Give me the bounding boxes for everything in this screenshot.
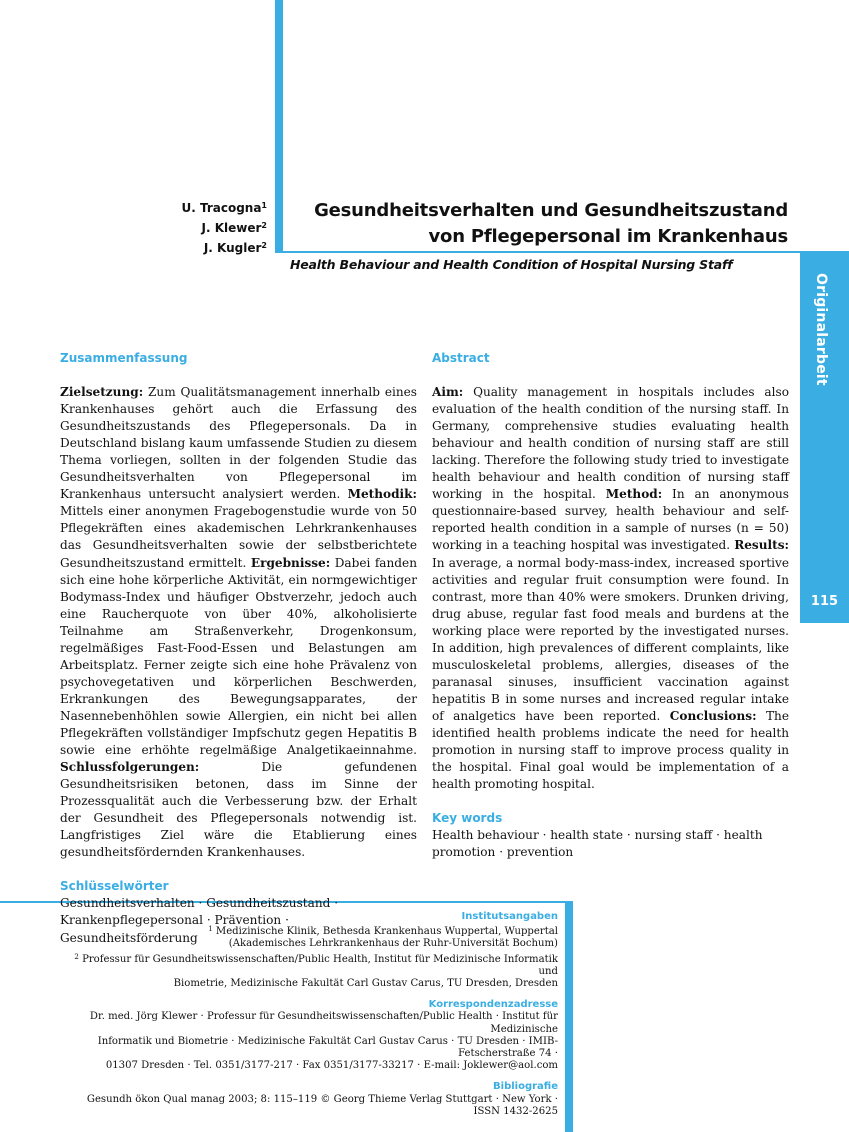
bottom-vertical-rule — [565, 901, 573, 1132]
english-title: Health Behaviour and Health Condition of Hospital Nursing Staff — [290, 257, 733, 272]
bibliography-heading: Bibliografie — [493, 1081, 558, 1093]
correspondence-line-3: 01307 Dresden · Tel. 0351/3177-217 · Fax 0351/3177-33217 · E-mail: Joklewer@aol.com — [105, 1060, 558, 1072]
author: J. Kugler$^2$ — [203, 241, 267, 255]
author: J. Klewer$^2$ — [201, 221, 267, 235]
correspondence-heading: Korrespondenzadresse — [428, 999, 558, 1011]
institution-2: $^2$ Professur für Gesundheitswissenschaften/Public Health, Institut für Medizinische Informatik und — [74, 952, 558, 977]
article-info-block — [60, 911, 558, 1118]
author-list — [181, 197, 267, 257]
german-abstract-text: Zielsetzung: Zum Qualitätsmanagement innerhalb eines Krankenhauses gehört auch die Erfassung des Gesundheitszustands des Pflegepersonals. Da in Deutschland bislang kaum umfassende Studien zu diesem Thema vorliegen, sollten in der folgenden Studie das Gesundheitsverhalten von Pflegepersonal im Krankenhaus untersucht analysiert werden. Methodik: Mittels einer anonymen Fragebogenstudie wurde von 50 Pflegekräften eines akademischen Lehrkrankenhauses das Gesundheitsverhalten sowie der selbstberichtete Gesundheitszustand ermittelt. Ergebnisse: Dabei fanden sich eine hohe körperliche Aktivität, ein normgewichtiger Bodymass-Index und häufiger Obstverzehr, jedoch auch eine Raucherquote von über 40%, alkoholisierte Teilnahme am Straßenverkehr, Drogenkonsum, regelmäßiges Fast-Food-Essen und Belastungen am Arbeitsplatz. Ferner zeigte sich eine hohe Prävalenz von psychovegetativen und körperlichen Beschwerden, Erkrankungen des Bewegungsapparates, der Nasennebenhöhlen sowie Allergien, ein nicht bei allen Pflegekräften vollständiger Impfschutz gegen Hepatitis B sowie eine erhöhte regelmäßige Analgetikaeinnahme. Schlussfolgerungen: Die gefundenen Gesundheitsrisiken betonen, dass im Sinne der Prozessqualität auch die Verbesserung bzw. der Erhalt der Gesundheit des Pflegepersonals notwendig ist. Langfristiges Ziel wäre die Etablierung eines gesundheitsfördernden Krankenhauses. — [60, 385, 417, 860]
german-abstract — [60, 350, 417, 947]
correspondence-line-2: Informatik und Biometrie · Medizinische Fakultät Carl Gustav Carus · TU Dresden · IMIB-Fetscherstraße 74 · — [97, 1035, 558, 1060]
english-abstract — [432, 350, 789, 861]
english-abstract-heading: Abstract — [432, 351, 490, 365]
page-number: 115 — [810, 594, 839, 609]
german-keywords: Gesundheitsverhalten · Gesundheitszustand · Krankenpflegepersonal · Prävention · Gesundheitsförderung — [60, 896, 339, 945]
english-keywords: Health behaviour · health state · nursing staff · health promotion · prevention — [432, 828, 763, 860]
german-abstract-heading: Zusammenfassung — [60, 351, 188, 365]
german-keywords-heading: Schlüsselwörter — [60, 879, 169, 894]
article-type-label: Originalarbeit — [813, 273, 829, 386]
correspondence-line-1: Dr. med. Jörg Klewer · Professur für Gesundheitswissenschaften/Public Health · Institut für Medizinische — [89, 1011, 558, 1035]
institution-1-note: (Akademisches Lehrkrankenhaus der Ruhr-Universität Bochum) — [228, 938, 558, 950]
institution-1: $^1$ Medizinische Klinik, Bethesda Krankenhaus Wuppertal, Wuppertal — [208, 925, 558, 938]
author: U. Tracogna$^1$ — [181, 201, 267, 215]
english-abstract-text: Aim: Quality management in hospitals includes also evaluation of the health condition of the nursing staff. In Germany, comprehensive studies evaluating health behaviour and health condition of nursing staff are still lacking. Therefore the following study tried to investigate health behaviour and health condition of nursing staff working in the hospital. Method: In an anonymous questionnaire-based survey, health behaviour and self-reported health condition in a sample of nurses (n = 50) working in a teaching hospital was investigated. Results: In average, a normal body-mass-index, increased sportive activities and regular fruit consumption were found. In contrast, more than 40% were smokers. Drunken driving, drug abuse, regular fast food meals and burdens at the working place were reported by the investigated nurses. In addition, high prevalences of different complaints, like musculoskeletal problems, allergies, diseases of the paranasal sinuses, insufficient vaccination against hepatitis B in some nurses and increased regular intake of analgetics have been reported. Conclusions: The identified health problems indicate the need for health promotion in nursing staff to improve process quality in the hospital. Final goal would be implementation of a health promoting hospital. — [432, 385, 790, 792]
side-tab — [800, 251, 849, 623]
article-title: Gesundheitsverhalten und Gesundheitszustand von Pflegepersonal im Krankenhaus — [314, 200, 788, 247]
top-vertical-rule — [275, 0, 283, 251]
institutions-heading: Institutsangaben — [461, 911, 558, 922]
institution-2-cont: Biometrie, Medizinische Fakultät Carl Gustav Carus, TU Dresden, Dresden — [173, 978, 558, 990]
top-horizontal-rule — [275, 251, 849, 253]
bibliography-text: Gesundh ökon Qual manag 2003; 8: 115–119 © Georg Thieme Verlag Stuttgart · New York · ISSN 1432-2625 — [86, 1093, 558, 1117]
english-keywords-heading: Key words — [432, 811, 503, 826]
